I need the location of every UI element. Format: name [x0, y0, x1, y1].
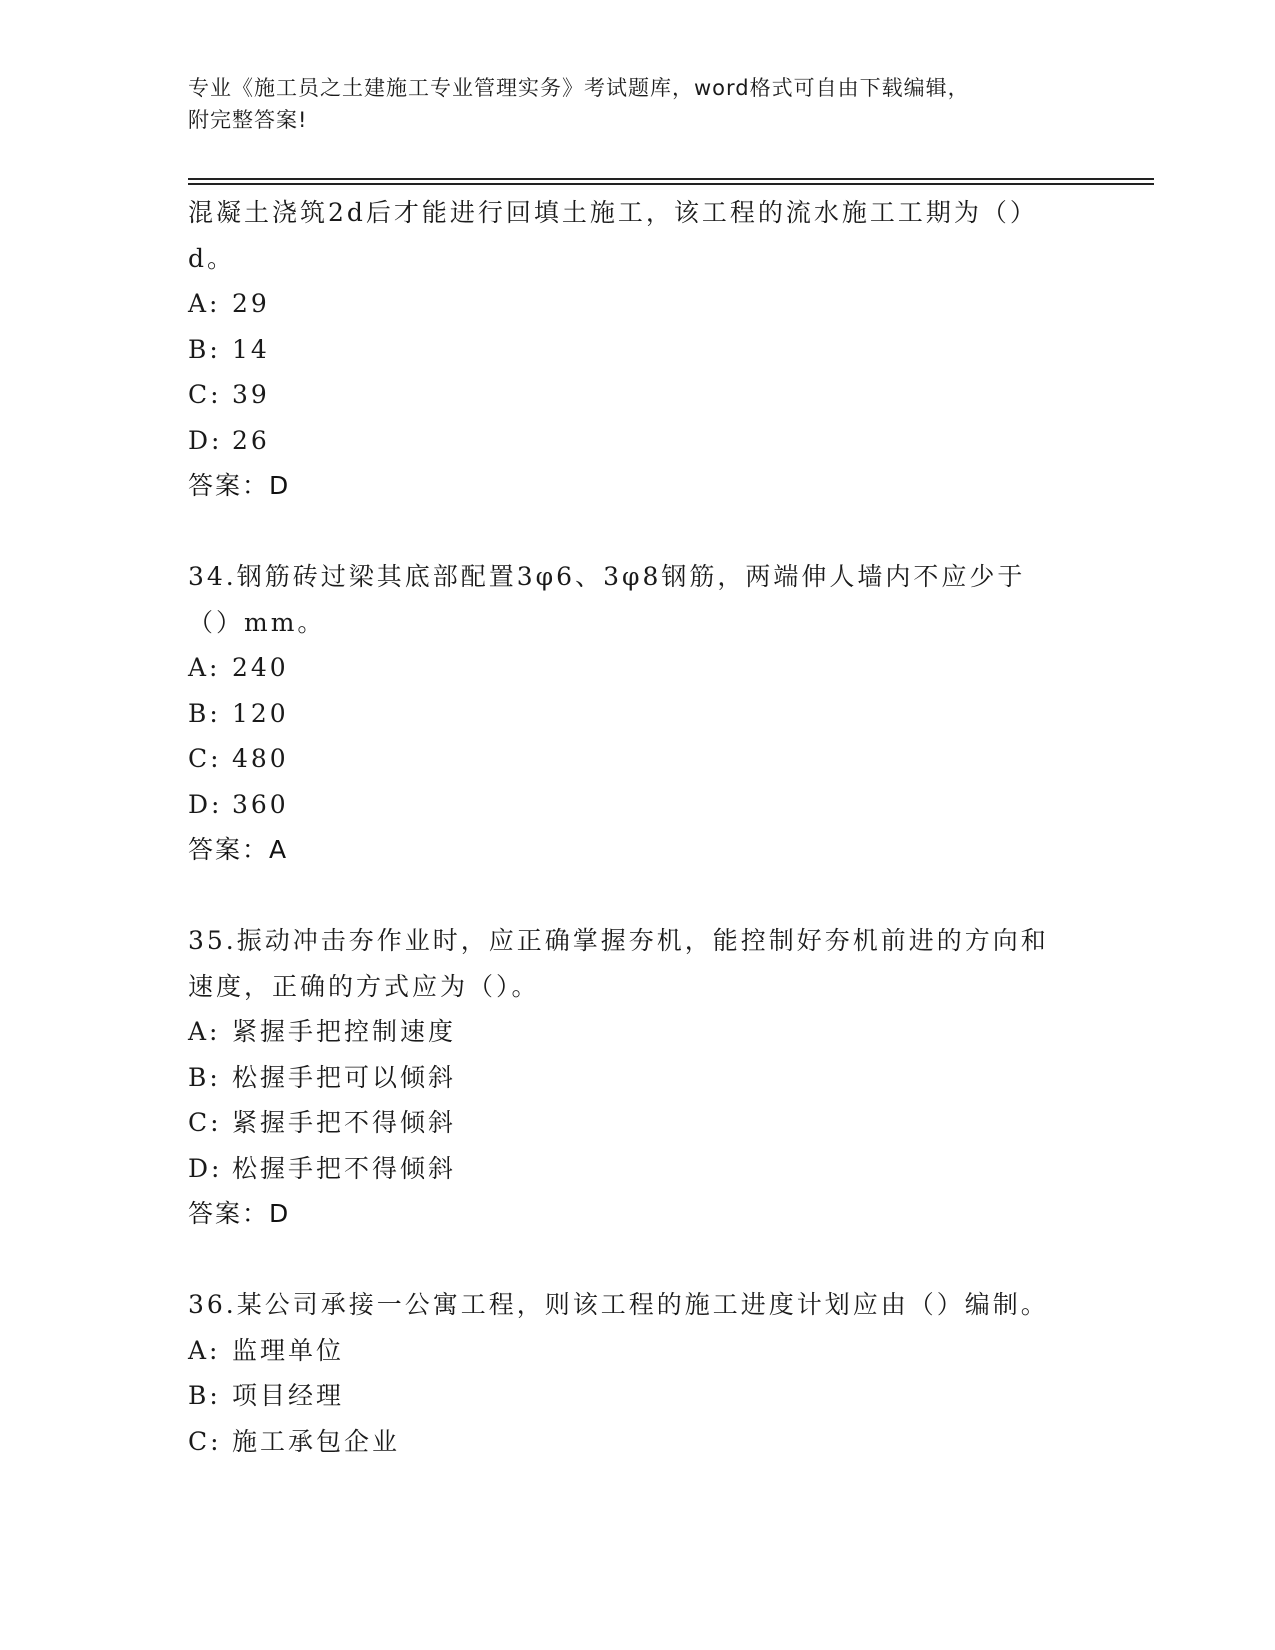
option-letter: C:	[188, 380, 222, 409]
option-letter: A:	[188, 1335, 221, 1365]
question-stem-line: 35.振动冲击夯作业时，应正确掌握夯机，能控制好夯机前进的方向和	[188, 926, 1049, 955]
option-text: 240	[232, 653, 289, 682]
option-letter: A:	[188, 289, 221, 318]
question-stem-line: 36.某公司承接一公寓工程，则该工程的施工进度计划应由（）编制。	[188, 1290, 1049, 1319]
spacer	[188, 873, 1088, 919]
option-text: 施工承包企业	[232, 1426, 401, 1456]
answer-line: 答案：D	[188, 471, 291, 500]
question-stem-line: 34.钢筋砖过梁其底部配置3φ6、3φ8钢筋，两端伸人墙内不应少于	[188, 562, 1026, 591]
option-text: 紧握手把不得倾斜	[232, 1108, 457, 1137]
option-text: 120	[232, 698, 289, 728]
option-text: 紧握手把控制速度	[232, 1017, 457, 1046]
option-b	[188, 327, 1088, 373]
option-c	[188, 1419, 1088, 1465]
option-text: 480	[232, 744, 289, 773]
option-letter: B:	[188, 334, 221, 364]
question-stem-line: （）mm。	[188, 607, 326, 637]
option-a	[188, 645, 1088, 691]
option-letter: D:	[188, 1153, 223, 1183]
option-letter: B:	[188, 1062, 221, 1092]
question-block	[188, 190, 1088, 509]
option-letter: C:	[188, 1426, 222, 1456]
option-letter: A:	[188, 653, 221, 682]
answer-line: 答案：A	[188, 835, 289, 864]
option-text: 39	[232, 380, 270, 409]
option-letter: C:	[188, 744, 222, 773]
header-line-1: 专业《施工员之土建施工专业管理实务》考试题库，word格式可自由下载编辑，	[188, 76, 970, 100]
header-divider-top	[188, 178, 1154, 180]
option-d	[188, 782, 1088, 828]
option-b	[188, 691, 1088, 737]
question-stem-line: 混凝土浇筑2d后才能进行回填土施工，该工程的流水施工工期为（）	[188, 198, 1038, 227]
spacer	[188, 1237, 1088, 1283]
header-line-2: 附完整答案!	[188, 108, 308, 132]
option-text: 监理单位	[232, 1335, 345, 1365]
header-divider-bottom	[188, 183, 1154, 185]
question-stem-line: d。	[188, 243, 236, 273]
option-a	[188, 1328, 1088, 1374]
option-b	[188, 1373, 1088, 1419]
option-text: 松握手把不得倾斜	[232, 1153, 457, 1183]
question-list	[188, 190, 1088, 1464]
option-text: 松握手把可以倾斜	[232, 1062, 457, 1092]
option-letter: B:	[188, 698, 221, 728]
option-a	[188, 1009, 1088, 1055]
option-text: 项目经理	[232, 1381, 345, 1410]
option-c	[188, 736, 1088, 782]
option-letter: B:	[188, 1381, 221, 1410]
option-text: 360	[232, 789, 289, 819]
option-a	[188, 281, 1088, 327]
option-c	[188, 372, 1088, 418]
option-letter: A:	[188, 1017, 221, 1046]
question-block	[188, 918, 1088, 1237]
question-block	[188, 554, 1088, 873]
question-stem-line: 速度，正确的方式应为（）。	[188, 971, 540, 1001]
option-d	[188, 418, 1088, 464]
document-header	[188, 72, 1068, 136]
option-d	[188, 1146, 1088, 1192]
spacer	[188, 509, 1088, 555]
option-text: 26	[232, 425, 270, 455]
answer-line: 答案：D	[188, 1199, 291, 1228]
option-letter: C:	[188, 1108, 222, 1137]
option-text: 14	[232, 334, 270, 364]
option-c	[188, 1100, 1088, 1146]
option-letter: D:	[188, 789, 223, 819]
option-text: 29	[232, 289, 270, 318]
option-b	[188, 1055, 1088, 1101]
question-block	[188, 1282, 1088, 1464]
option-letter: D:	[188, 425, 223, 455]
